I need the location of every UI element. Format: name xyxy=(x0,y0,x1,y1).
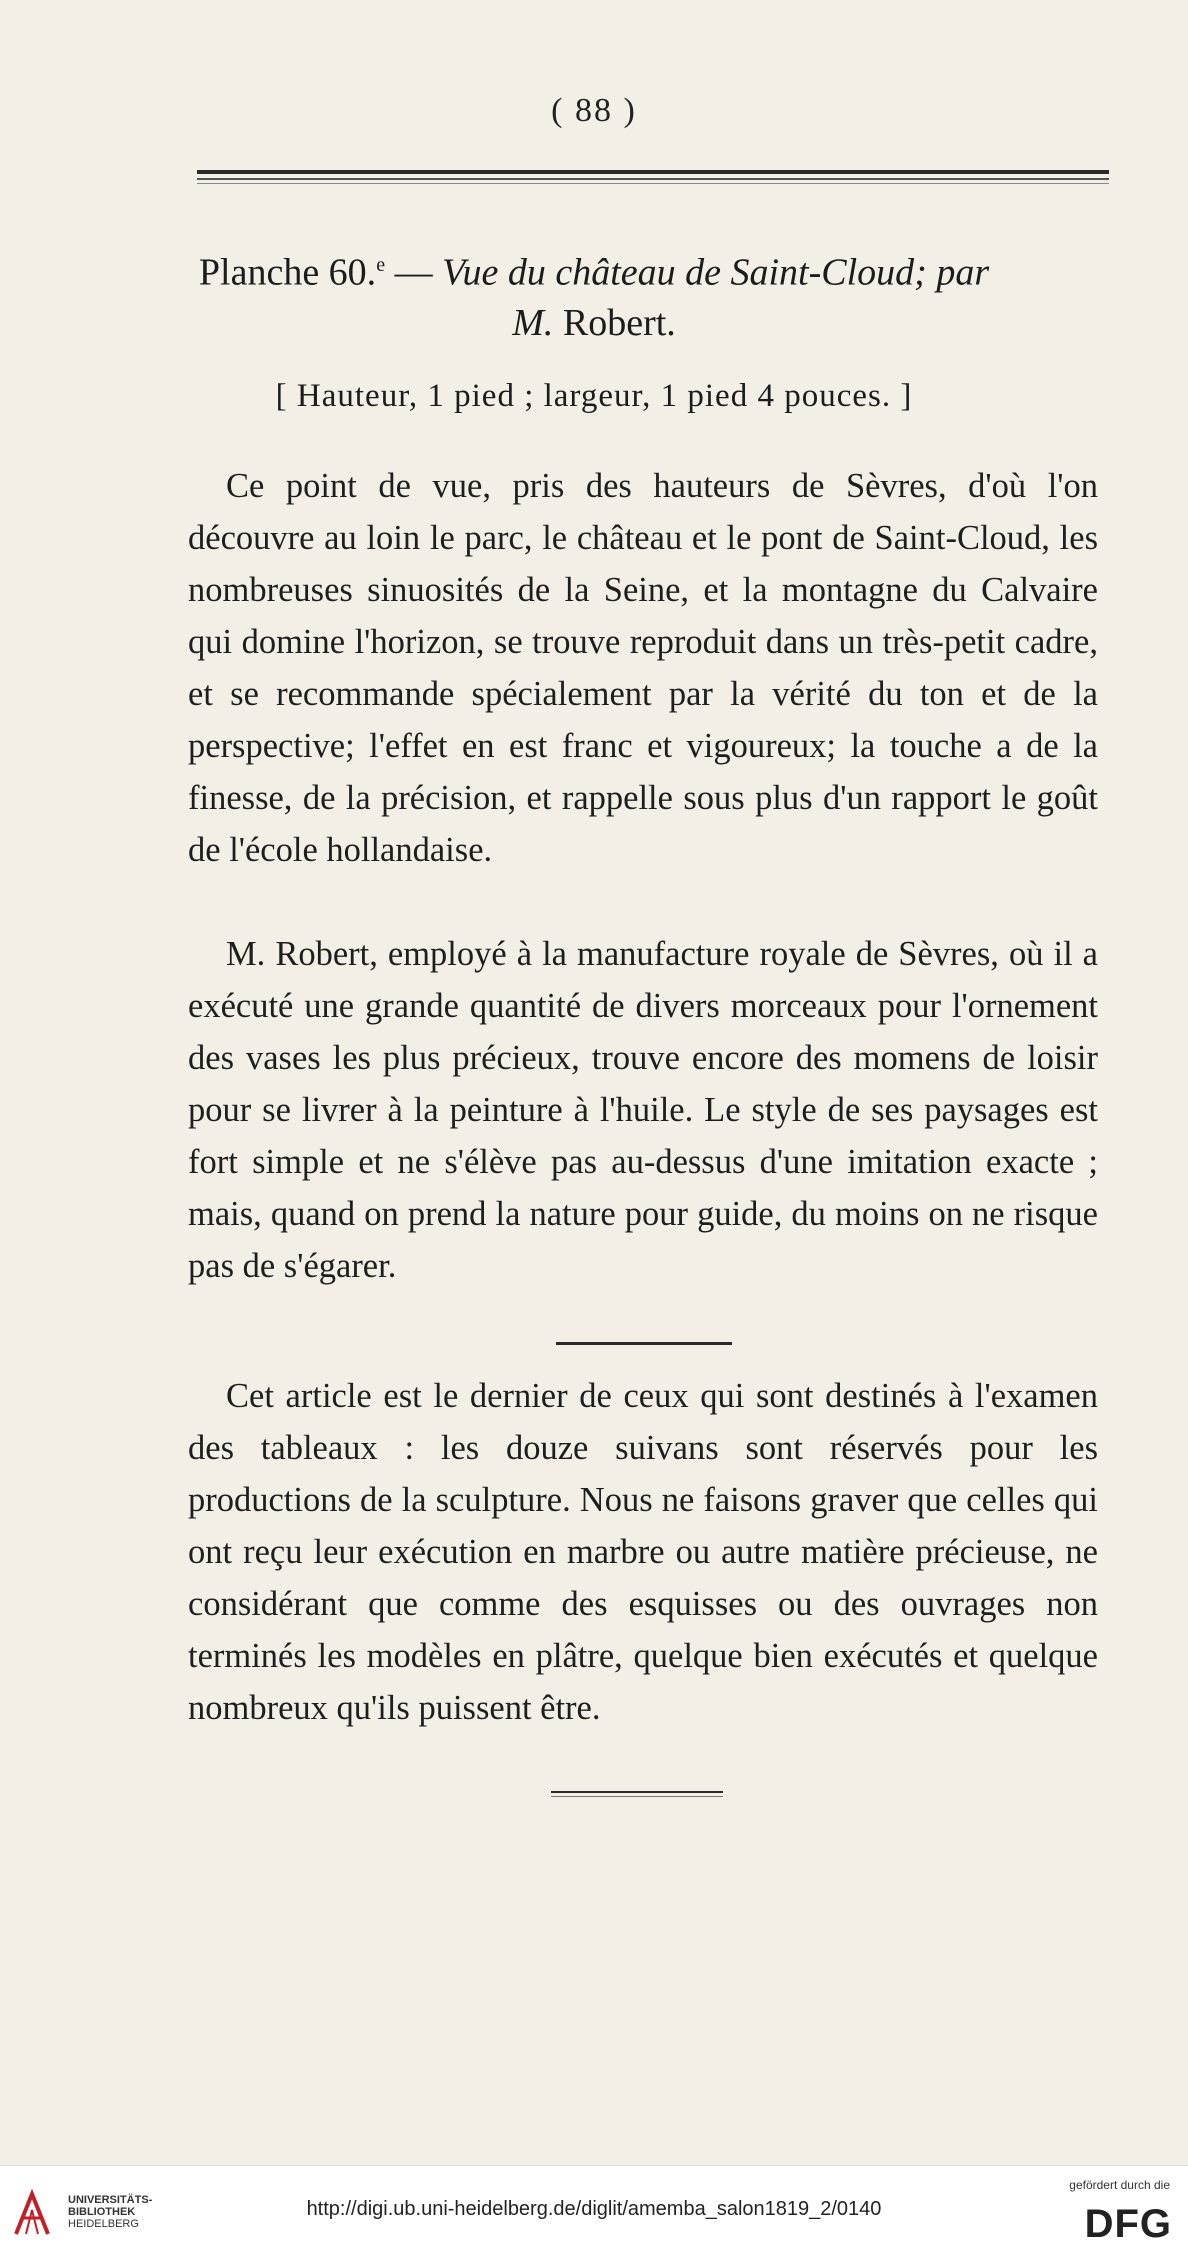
paragraph-2: M. Robert, employé à la manufacture royale de Sèvres, où il a exécuté une grande quantité de divers morceaux pour l'ornement des vases les plus précieux, trouve encore des momens de loisir pour se livrer à la peinture à l'huile. Le style de ses paysages est fort simple et ne s'élève pas au-dessus d'une imitation exacte ; mais, quand on prend la nature pour guide, du moins on ne risque pas de s'égarer. xyxy=(188,935,1098,1285)
end-divider-hairline xyxy=(551,1796,723,1797)
title-dash: — xyxy=(385,251,443,294)
artwork-title: Vue du château de Saint-Cloud; par xyxy=(442,251,990,294)
paragraph-3: Cet article est le dernier de ceux qui sont destinés à l'examen des tableaux : les douze suivans sont réservés pour les productions de la sculpture. Nous ne faisons graver que celles qui ont reçu leur exécution en marbre ou autre matière précieuse, ne considérant que comme des esquisses ou des ouvrages non terminés les modèles en plâtre, quelque bien exécutés et quelque nombreux qu'ils puissent être. xyxy=(188,1377,1098,1727)
dimensions-line: [ Hauteur, 1 pied ; largeur, 1 pied 4 pouces. ] xyxy=(275,378,913,414)
page-number: ( 88 ) xyxy=(551,92,637,129)
section-divider xyxy=(556,1342,732,1345)
plate-label: Planche 60. xyxy=(198,251,377,294)
plate-title-line-1 xyxy=(0,240,1188,298)
header-rule-thin xyxy=(197,178,1109,180)
institution-line-3: HEIDELBERG xyxy=(68,2218,139,2230)
header-rule-hairline xyxy=(197,183,1109,184)
paragraph-1: Ce point de vue, pris des hauteurs de Sèvres, d'où l'on découvre au loin le parc, le château et le pont de Saint-Cloud, les nombreuses sinuosités de la Seine, et la montagne du Calvaire qui domine l'horizon, se trouve reproduit dans un très-petit cadre, et se recommande spécialement par la vérité du ton et de la perspective; l'effet en est franc et vigoureux; la touche a de la finesse, de la précision, et rappelle sous plus d'un rapport le goût de l'école hollandaise. xyxy=(188,467,1098,869)
plate-title xyxy=(0,240,1188,348)
plate-title-line-2 xyxy=(0,298,1188,348)
permalink-url[interactable]: http://digi.ub.uni-heidelberg.de/diglit/amemba_salon1819_2/0140 xyxy=(306,2198,882,2220)
header-rule-thick xyxy=(197,170,1109,174)
end-divider xyxy=(551,1791,723,1793)
funded-by-label: gefördert durch die xyxy=(1069,2178,1170,2192)
dfg-logo: DFG xyxy=(1084,2202,1172,2246)
author-prefix: M. xyxy=(512,301,554,344)
author-name: Robert. xyxy=(553,301,676,344)
viewer-footer xyxy=(0,2165,1188,2254)
plate-ordinal: e xyxy=(376,254,386,276)
institution-line-1: UNIVERSITÄTS- xyxy=(68,2194,153,2206)
institution-line-2: BIBLIOTHEK xyxy=(68,2206,136,2218)
